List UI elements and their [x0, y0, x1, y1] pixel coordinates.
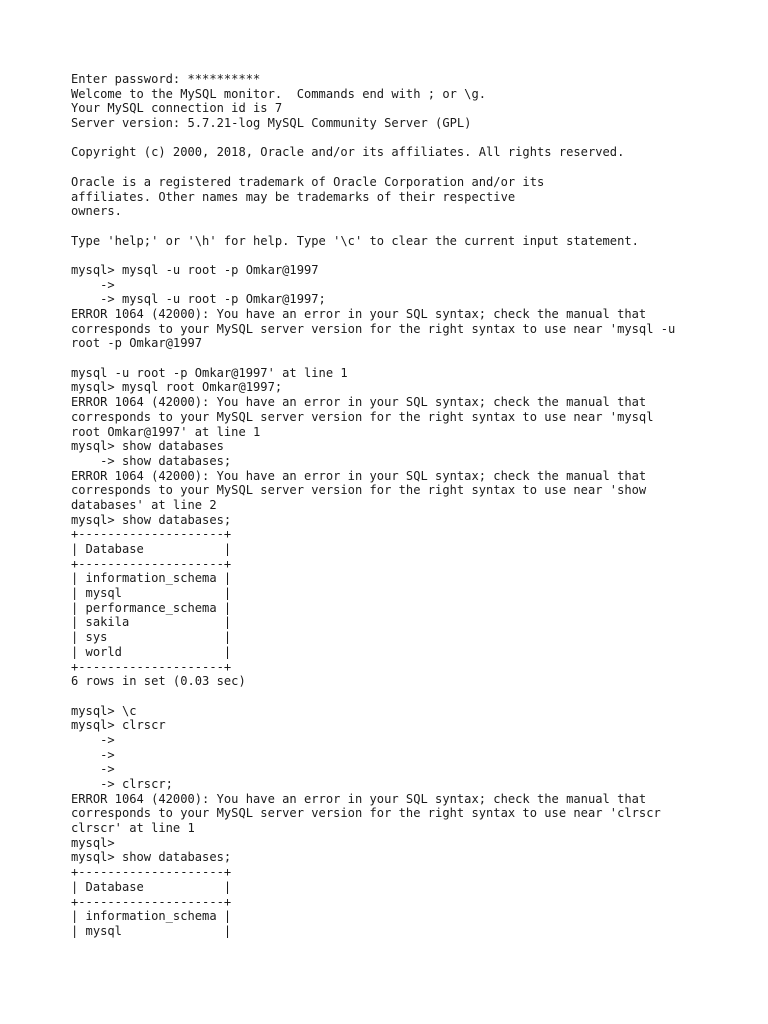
console-line: +--------------------+ [71, 865, 232, 880]
console-line: Type 'help;' or '\h' for help. Type '\c' to clear the current input statement. [71, 233, 639, 248]
console-line: -> [71, 747, 115, 762]
console-line: -> show databases; [71, 453, 232, 468]
console-line [71, 219, 731, 234]
console-line: affiliates. Other names may be trademarks of their respective [71, 189, 516, 204]
console-line [71, 131, 731, 146]
console-line [71, 160, 731, 175]
console-line: | mysql | [71, 923, 232, 938]
console-line: corresponds to your MySQL server version for the right syntax to use near 'show [71, 483, 647, 498]
console-line: mysql> show databases [71, 439, 224, 454]
console-line: Welcome to the MySQL monitor. Commands end with ; or \g. [71, 86, 487, 101]
console-line: -> [71, 762, 115, 777]
console-line: corresponds to your MySQL server version for the right syntax to use near 'mysql [71, 409, 654, 424]
console-line [71, 689, 731, 704]
console-line: ERROR 1064 (42000): You have an error in your SQL syntax; check the manual that [71, 468, 647, 483]
console-line: mysql> clrscr [71, 718, 166, 733]
console-line: mysql -u root -p Omkar@1997' at line 1 [71, 365, 348, 380]
console-line: Server version: 5.7.21-log MySQL Community Server (GPL) [71, 116, 472, 131]
console-line: | performance_schema | [71, 600, 232, 615]
console-line: ERROR 1064 (42000): You have an error in your SQL syntax; check the manual that [71, 395, 647, 410]
console-line: root Omkar@1997' at line 1 [71, 424, 261, 439]
console-line: Enter password: ********** [71, 72, 261, 86]
console-line: root -p Omkar@1997 [71, 336, 203, 351]
console-line: | information_schema | [71, 571, 232, 586]
console-line: ERROR 1064 (42000): You have an error in your SQL syntax; check the manual that [71, 791, 647, 806]
console-line: mysql> show databases; [71, 850, 232, 865]
console-line: corresponds to your MySQL server version for the right syntax to use near 'clrscr [71, 806, 661, 821]
console-line: | Database | [71, 542, 232, 556]
console-line: Your MySQL connection id is 7 [71, 101, 283, 116]
console-line: owners. [71, 204, 122, 219]
console-line: | sys | [71, 630, 232, 645]
console-line: mysql> mysql root Omkar@1997; [71, 380, 283, 395]
console-line: mysql> \c [71, 703, 137, 718]
mysql-console-transcript [71, 72, 731, 939]
console-line: 6 rows in set (0.03 sec) [71, 674, 246, 689]
console-line: Copyright (c) 2000, 2018, Oracle and/or its affiliates. All rights reserved. [71, 145, 625, 160]
console-line [71, 248, 731, 263]
console-line: -> [71, 732, 115, 747]
console-line: +--------------------+ [71, 556, 232, 571]
console-line: | world | [71, 644, 232, 659]
console-line: +--------------------+ [71, 659, 232, 674]
console-line: | mysql | [71, 586, 232, 601]
console-line: -> mysql -u root -p Omkar@1997; [71, 292, 326, 307]
console-line: ERROR 1064 (42000): You have an error in your SQL syntax; check the manual that [71, 307, 647, 321]
console-line: -> clrscr; [71, 777, 173, 791]
console-line: | sakila | [71, 615, 232, 630]
console-line: -> [71, 277, 115, 292]
console-line: | Database | [71, 879, 232, 894]
console-line: Oracle is a registered trademark of Oracle Corporation and/or its [71, 174, 545, 189]
console-line: mysql> [71, 835, 115, 850]
console-line [71, 351, 731, 366]
console-line: | information_schema | [71, 909, 232, 924]
console-line: mysql> show databases; [71, 512, 232, 527]
console-line: +--------------------+ [71, 527, 232, 542]
console-line: +--------------------+ [71, 894, 232, 909]
console-line: mysql> mysql -u root -p Omkar@1997 [71, 262, 319, 277]
console-line: databases' at line 2 [71, 497, 217, 512]
console-line: corresponds to your MySQL server version for the right syntax to use near 'mysql -u [71, 321, 676, 336]
console-line: clrscr' at line 1 [71, 821, 195, 836]
